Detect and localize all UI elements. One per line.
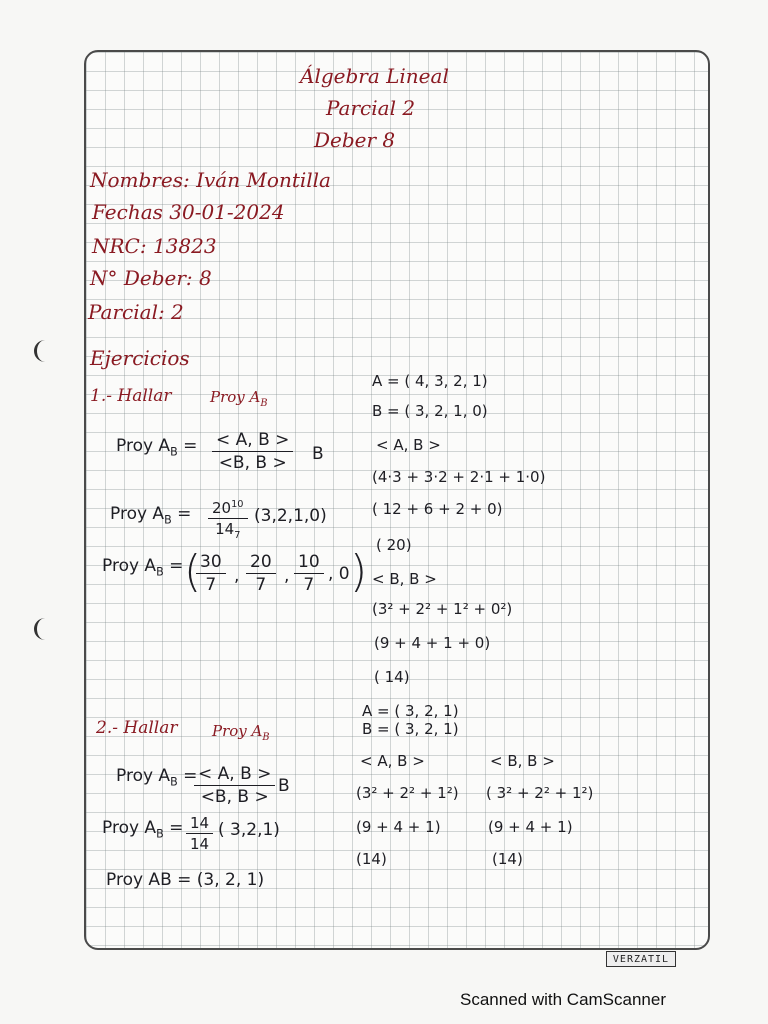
nrc-line: NRC: 13823 (92, 234, 217, 258)
ex2-right-1: ( 3² + 2² + 1²) (486, 784, 594, 802)
ex2-vector-b: B = ( 3, 2, 1) (362, 720, 459, 738)
ex1-line3-lhs: Proy $A_B$ = (102, 556, 184, 579)
ex1-line3-open-paren: ( (184, 546, 202, 597)
ex2-line3: Proy AB = (3, 2, 1) (106, 870, 265, 890)
ex2-vector-a: A = ( 3, 2, 1) (362, 702, 459, 720)
ex1-calc-1: B = ( 3, 2, 1, 0) (372, 402, 488, 420)
ex2-line2-lhs: Proy $A_B$ = (102, 818, 184, 841)
scanner-watermark: Scanned with CamScanner (460, 990, 667, 1009)
ex1-line3-frac2: $\frac{20}{7}$ (246, 554, 276, 594)
ex1-line2-tail: (3,2,1,0) (254, 506, 327, 526)
ex2-left-0: < A, B > (360, 752, 425, 770)
ex2-right-3: (14) (492, 850, 523, 868)
ex1-calc-8: (9 + 4 + 1 + 0) (374, 634, 491, 652)
ex2-heading: 2.- Hallar (96, 718, 178, 738)
ex2-proj-label: Proy $A_B$ (212, 722, 270, 743)
student-name: Nombres: Iván Montilla (90, 168, 331, 192)
date-line: Fechas 30-01-2024 (92, 200, 285, 224)
ex1-line3-tail: , 0 (328, 564, 350, 584)
notebook-brand-logo: VERZATIL (606, 951, 676, 967)
binder-hole-top (34, 340, 55, 362)
ex2-right-0: < B, B > (490, 752, 555, 770)
ex1-line3-frac3: $\frac{10}{7}$ (294, 554, 324, 594)
ex1-line1-tail: B (312, 444, 324, 464)
ex2-right-2: (9 + 4 + 1) (488, 818, 573, 836)
ex2-left-2: (9 + 4 + 1) (356, 818, 441, 836)
ex1-line1-fraction: $\frac{< A, B >}{<B, B >}$ (212, 432, 293, 472)
ex1-calc-3: (4·3 + 3·2 + 2·1 + 1·0) (372, 468, 546, 486)
ex1-calc-6: < B, B > (372, 570, 437, 588)
ex1-line2-fraction: $\frac{20^{10}}{14_7}$ (208, 500, 248, 541)
ex2-left-1: (3² + 2² + 1²) (356, 784, 459, 802)
ex1-calc-2: < A, B > (376, 436, 441, 454)
section-title: Ejercicios (90, 346, 190, 370)
page-title: Álgebra Lineal (300, 64, 449, 88)
ex1-calc-4: ( 12 + 6 + 2 + 0) (372, 500, 503, 518)
ex2-line2-tail: ( 3,2,1) (218, 820, 280, 840)
ex2-line1-fraction: $\frac{< A, B >}{<B, B >}$ (194, 766, 275, 806)
ex2-left-3: (14) (356, 850, 387, 868)
ex1-line1-lhs: Proy $A_B$ = (116, 436, 198, 459)
ex2-line2-fraction: $\frac{14}{14}$ (186, 816, 213, 852)
partial-number: Parcial: 2 (88, 300, 184, 324)
partial-label: Parcial 2 (326, 96, 416, 120)
ex1-heading: 1.- Hallar (90, 386, 172, 406)
ex1-line3-comma2: , (284, 566, 290, 586)
ex1-calc-9: ( 14) (374, 668, 410, 686)
binder-hole-bottom (34, 618, 55, 640)
ex1-line2-lhs: Proy $A_B$ = (110, 504, 192, 527)
ex1-calc-5: ( 20) (376, 536, 412, 554)
ex1-line3-frac1: $\frac{30}{7}$ (196, 554, 226, 594)
ex1-calc-7: (3² + 2² + 1² + 0²) (372, 600, 513, 618)
ex2-line1-lhs: Proy $A_B$ = (116, 766, 198, 789)
ex2-line1-tail: B (278, 776, 290, 796)
homework-number: N° Deber: 8 (90, 266, 212, 290)
ex1-calc-0: A = ( 4, 3, 2, 1) (372, 372, 488, 390)
ex1-line3-comma1: , (234, 566, 240, 586)
ex1-proj-label: Proy $A_B$ (210, 388, 268, 409)
homework-label: Deber 8 (314, 128, 396, 152)
ex1-line3-close-paren: ) (350, 546, 368, 597)
